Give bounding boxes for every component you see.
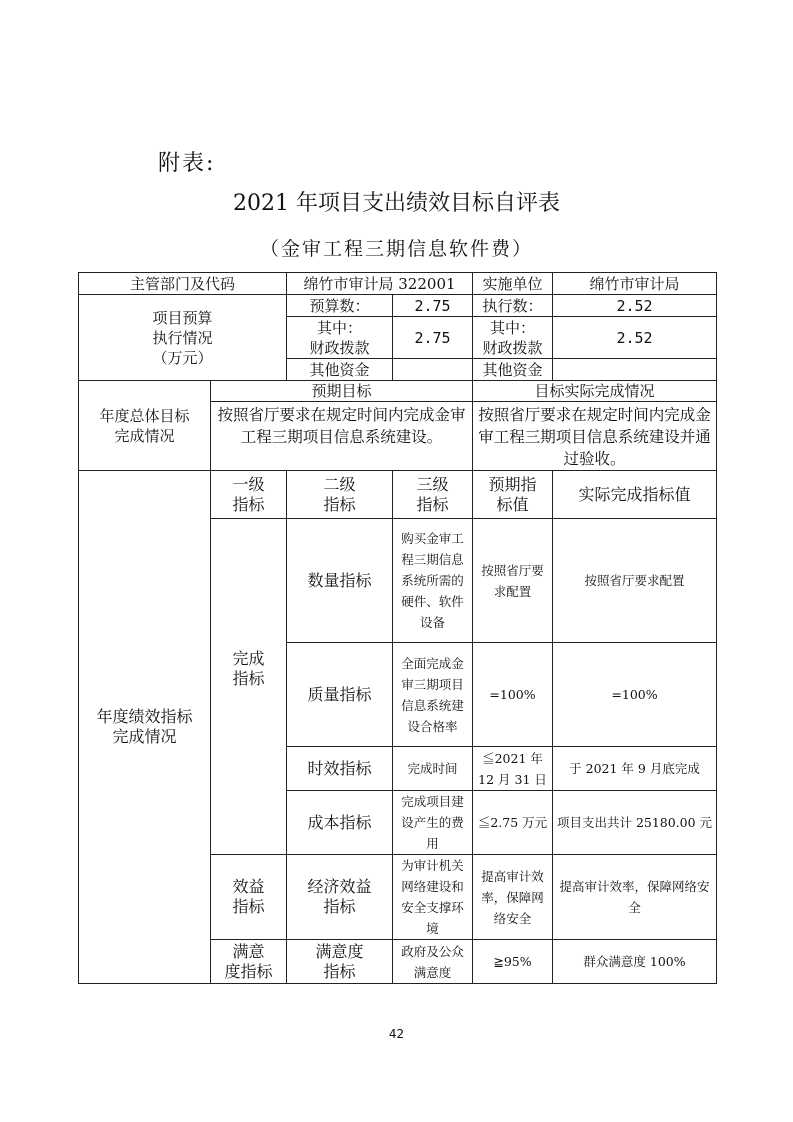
budget-count-label: 预算数： — [287, 295, 393, 317]
group-satisfaction: 满意 度指标 — [211, 940, 287, 984]
expected-cell: ≧95% — [473, 940, 553, 984]
col-level3: 三级 指标 — [393, 471, 473, 519]
exec-fiscal-label: 其中： 财政拨款 — [473, 317, 553, 359]
level3-cell: 全面完成金审三期项目信息系统建设合格率 — [393, 643, 473, 747]
actual-cell: 于 2021 年 9 月底完成 — [553, 747, 717, 791]
dept-row — [79, 273, 717, 295]
exec-other-funds-label: 其他资金 — [473, 359, 553, 381]
actual-cell: 按照省厅要求配置 — [553, 519, 717, 643]
level3-cell: 购买金审工程三期信息系统所需的硬件、软件设备 — [393, 519, 473, 643]
performance-evaluation-table — [78, 272, 717, 984]
group-completion: 完成 指标 — [211, 519, 287, 855]
level2-cell: 满意度 指标 — [287, 940, 393, 984]
actual-goal-text: 按照省厅要求在规定时间内完成金审工程三期项目信息系统建设并通过验收。 — [473, 402, 717, 471]
level2-cell: 时效指标 — [287, 747, 393, 791]
exec-count-label: 执行数： — [473, 295, 553, 317]
indicator-header-row — [79, 471, 717, 519]
col-level1: 一级 指标 — [211, 471, 287, 519]
budget-row-1 — [79, 295, 717, 317]
actual-cell: 项目支出共计 25180.00 元 — [553, 791, 717, 855]
expected-cell: ≦2021 年 12 月 31 日 — [473, 747, 553, 791]
perf-label: 年度绩效指标 完成情况 — [79, 471, 211, 984]
level2-cell: 经济效益 指标 — [287, 855, 393, 940]
group-benefit: 效益 指标 — [211, 855, 287, 940]
level3-cell: 政府及公众满意度 — [393, 940, 473, 984]
page-subtitle: （金审工程三期信息软件费） — [259, 238, 533, 260]
goal-header-row — [79, 381, 717, 402]
page-number: 42 — [388, 1027, 405, 1041]
appendix-label: 附表: — [158, 151, 216, 176]
fiscal-label: 其中： 财政拨款 — [287, 317, 393, 359]
annual-goal-label: 年度总体目标 完成情况 — [79, 381, 211, 471]
expected-cell: ≦2.75 万元 — [473, 791, 553, 855]
exec-fiscal-value: 2.52 — [553, 317, 717, 359]
actual-cell: 群众满意度 100% — [553, 940, 717, 984]
expected-goal-text: 按照省厅要求在规定时间内完成金审工程三期项目信息系统建设。 — [211, 402, 473, 471]
dept-label: 主管部门及代码 — [79, 273, 287, 295]
expected-cell: =100% — [473, 643, 553, 747]
level3-cell: 为审计机关网络建设和安全支撑环境 — [393, 855, 473, 940]
exec-count-value: 2.52 — [553, 295, 717, 317]
expected-goal-header: 预期目标 — [211, 381, 473, 402]
expected-cell: 提高审计效率，保障网络安全 — [473, 855, 553, 940]
col-level2: 二级 指标 — [287, 471, 393, 519]
expected-cell: 按照省厅要求配置 — [473, 519, 553, 643]
budget-fiscal-value: 2.75 — [393, 317, 473, 359]
level3-cell: 完成时间 — [393, 747, 473, 791]
actual-goal-header: 目标实际完成情况 — [473, 381, 717, 402]
actual-cell: =100% — [553, 643, 717, 747]
page-title: 2021 年项目支出绩效目标自评表 — [233, 191, 560, 216]
level2-cell: 成本指标 — [287, 791, 393, 855]
dept-value: 绵竹市审计局 322001 — [287, 273, 473, 295]
level3-cell: 完成项目建设产生的费用 — [393, 791, 473, 855]
col-expected: 预期指 标值 — [473, 471, 553, 519]
unit-label: 实施单位 — [473, 273, 553, 295]
level2-cell: 质量指标 — [287, 643, 393, 747]
actual-cell: 提高审计效率，保障网络安全 — [553, 855, 717, 940]
level2-cell: 数量指标 — [287, 519, 393, 643]
budget-label: 项目预算 执行情况 （万元） — [79, 295, 287, 381]
unit-value: 绵竹市审计局 — [553, 273, 717, 295]
other-funds-label: 其他资金 — [287, 359, 393, 381]
budget-count-value: 2.75 — [393, 295, 473, 317]
exec-other-funds-value — [553, 359, 717, 381]
col-actual: 实际完成指标值 — [553, 471, 717, 519]
other-funds-value — [393, 359, 473, 381]
